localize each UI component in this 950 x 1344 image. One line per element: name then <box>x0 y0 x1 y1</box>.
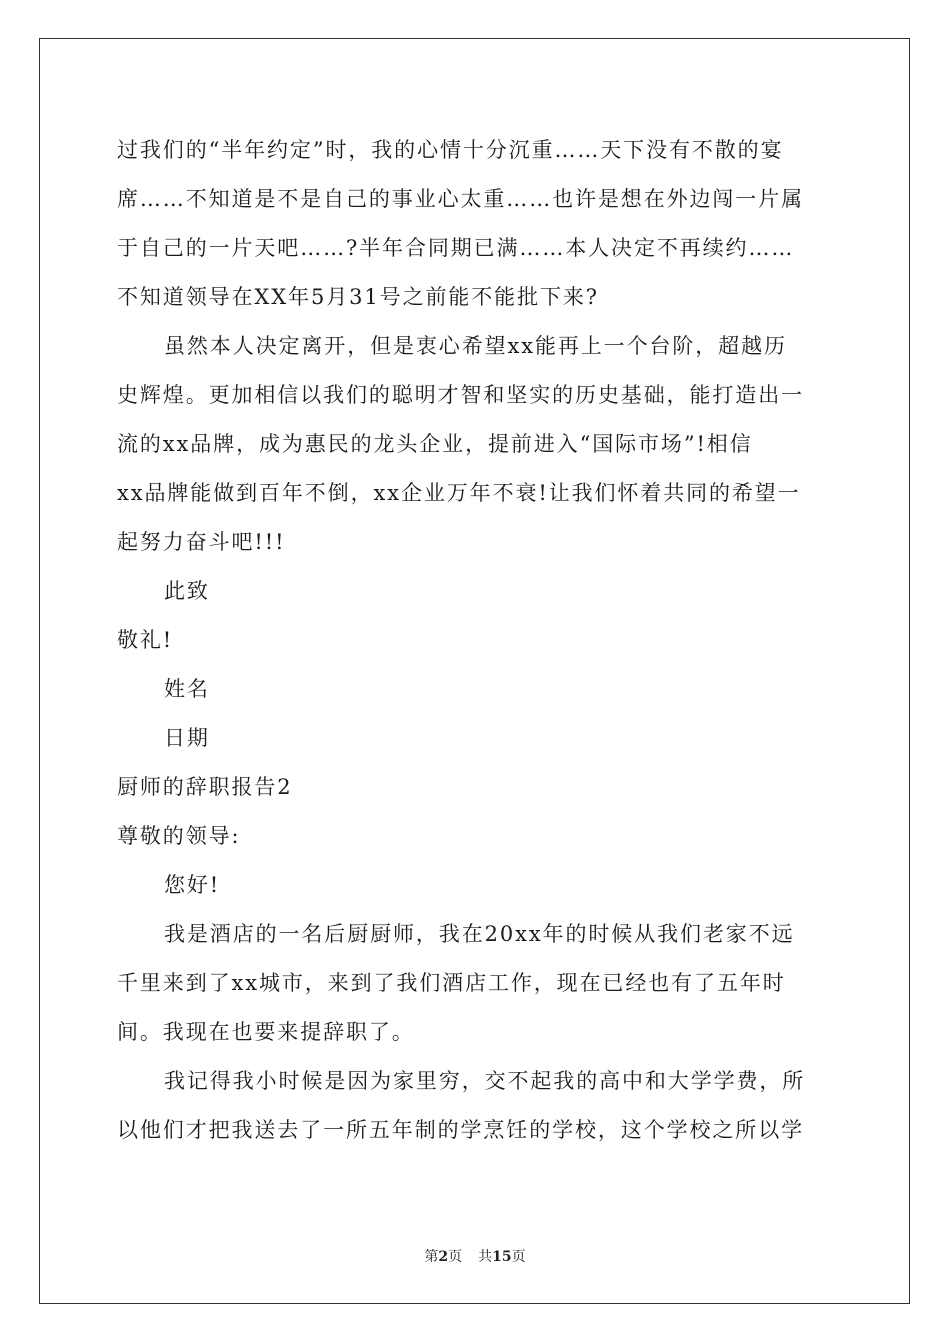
total-prefix: 共 <box>478 1249 493 1265</box>
text-line: xx品牌能做到百年不倒，xx企业万年不衰!让我们怀着共同的希望一 <box>117 481 801 505</box>
page-suffix: 页 <box>448 1249 463 1265</box>
text-line: 于自己的一片天吧……?半年合同期已满……本人决定不再续约…… <box>117 236 795 260</box>
page-footer <box>0 1246 950 1266</box>
text-line: 史辉煌。更加相信以我们的聪明才智和坚实的历史基础，能打造出一 <box>117 383 804 407</box>
text-line: 流的xx品牌，成为惠民的龙头企业，提前进入“国际市场”!相信 <box>117 432 753 456</box>
signature-date: 日期 <box>164 726 210 750</box>
total-suffix: 页 <box>511 1249 526 1265</box>
text-line: 我记得我小时候是因为家里穷，交不起我的高中和大学学费，所 <box>164 1069 806 1093</box>
text-line: 席……不知道是不是自己的事业心太重……也许是想在外边闯一片属 <box>117 187 804 211</box>
text-line: 间。我现在也要来提辞职了。 <box>117 1020 415 1044</box>
closing-regards: 敬礼! <box>117 628 174 652</box>
text-line: 以他们才把我送去了一所五年制的学烹饪的学校，这个学校之所以学 <box>117 1118 804 1142</box>
text-line: 虽然本人决定离开，但是衷心希望xx能再上一个台阶，超越历 <box>164 334 787 358</box>
total-pages: 15 <box>492 1249 512 1265</box>
section-title: 厨师的辞职报告2 <box>117 775 293 799</box>
text-line: 起努力奋斗吧!!! <box>117 530 286 554</box>
page-prefix: 第 <box>424 1249 439 1265</box>
text-line: 不知道领导在XX年5月31号之前能不能批下来? <box>117 285 599 309</box>
text-line: 千里来到了xx城市，来到了我们酒店工作，现在已经也有了五年时 <box>117 971 786 995</box>
document-body <box>117 126 833 1155</box>
text-line: 我是酒店的一名后厨厨师，我在20xx年的时候从我们老家不远 <box>164 922 795 946</box>
text-line: 过我们的“半年约定”时，我的心情十分沉重……天下没有不散的宴 <box>117 138 784 162</box>
signature-name: 姓名 <box>164 677 210 701</box>
page-number: 2 <box>438 1249 449 1265</box>
closing-salutation: 此致 <box>164 579 210 603</box>
greeting-addressee: 尊敬的领导: <box>117 824 241 848</box>
greeting: 您好! <box>164 873 221 897</box>
